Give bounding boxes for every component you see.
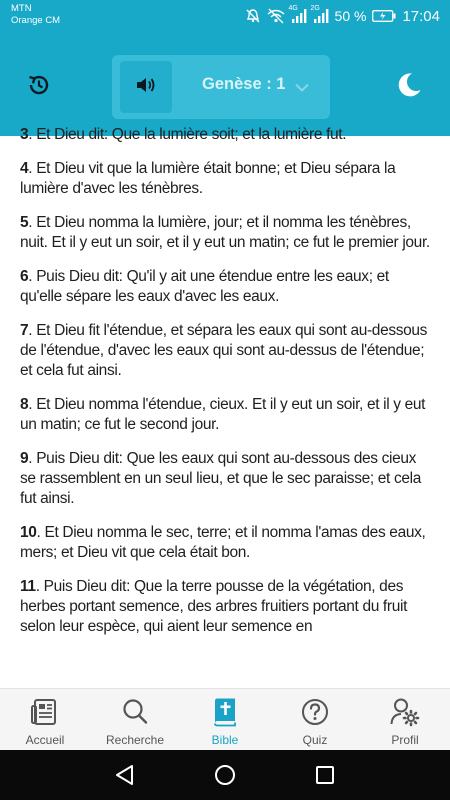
verse-6[interactable] (20, 267, 430, 307)
status-bar (0, 0, 450, 34)
verse-text: . Et Dieu nomma le sec, terre; et il nomma l'amas des eaux, mers; et Dieu vit que cela était bon. (20, 524, 426, 561)
system-navigation-bar (0, 750, 450, 800)
nav-label: Recherche (105, 733, 165, 747)
dark-mode-button[interactable] (390, 68, 428, 106)
nav-label: Bible (211, 733, 239, 747)
home-icon[interactable] (214, 764, 236, 786)
verse-number: 8 (20, 396, 29, 413)
verse-list (20, 125, 430, 651)
signal-label-4g: 4G (288, 5, 298, 12)
verse-7[interactable] (20, 321, 430, 381)
nav-recherche[interactable] (90, 689, 180, 751)
verse-11[interactable] (20, 577, 430, 637)
verse-text: . Puis Dieu dit: Que les eaux qui sont au-dessous des cieux se rassemblent en un seul lieu, et que le sec paraisse; et cela fut ainsi. (20, 450, 421, 507)
nav-quiz[interactable] (270, 689, 360, 751)
recents-icon[interactable] (314, 764, 336, 786)
carrier-primary: MTN (11, 3, 32, 14)
verse-number: 3 (20, 126, 29, 143)
verse-text: . Et Dieu nomma l'étendue, cieux. Et il y eut un soir, et il y eut un matin; ce fut le second jour. (20, 396, 426, 433)
book-chapter-label: Genèse : 1 (202, 75, 286, 93)
verse-number: 10 (20, 524, 37, 541)
nav-accueil[interactable] (0, 689, 90, 751)
verse-number: 7 (20, 322, 29, 339)
carrier-secondary: Orange CM (11, 15, 61, 26)
nav-label: Profil (391, 733, 419, 747)
history-icon (26, 72, 52, 103)
clock: 17:04 (402, 7, 440, 25)
status-icons (245, 6, 440, 26)
nav-profil[interactable] (360, 689, 450, 751)
verse-text: . Puis Dieu dit: Que la terre pousse de la végétation, des herbes portant semence, des arbres fruitiers portant du fruit selon leur espèce, qui aient leur semence en (20, 578, 408, 635)
verse-8[interactable] (20, 395, 430, 435)
nav-bible[interactable] (180, 689, 270, 751)
verse-4[interactable] (20, 159, 430, 199)
user-settings-icon (390, 697, 420, 732)
verse-number: 5 (20, 214, 29, 231)
help-circle-icon (301, 697, 329, 732)
chevron-down-icon (295, 80, 309, 98)
signal-2g-icon (310, 5, 329, 23)
battery-icon (372, 10, 396, 22)
battery-percent: 50 % (334, 8, 367, 24)
book-chapter-selector[interactable] (112, 55, 330, 119)
verse-text: . Et Dieu fit l'étendue, et sépara les eaux qui sont au-dessous de l'étendue, d'avec les eaux qui sont au-dessus de l'étendue; et cela fut ainsi. (20, 322, 428, 379)
speaker-icon (135, 75, 157, 100)
signal-4g-icon (288, 5, 307, 23)
mute-icon (245, 8, 261, 24)
signal-label-2g: 2G (310, 5, 320, 12)
history-button[interactable] (20, 68, 58, 106)
back-icon[interactable] (114, 764, 136, 786)
audio-button[interactable] (120, 61, 172, 113)
verse-text: . Et Dieu vit que la lumière était bonne; et Dieu sépara la lumière d'avec les ténèbres. (20, 160, 396, 197)
wifi-off-icon (267, 8, 285, 24)
bible-icon (211, 697, 239, 732)
app-bar (0, 34, 450, 136)
nav-label: Accueil (25, 733, 65, 747)
newspaper-icon (31, 697, 59, 732)
verse-text: . Puis Dieu dit: Qu'il y ait une étendue entre les eaux; et qu'elle sépare les eaux d'avec les eaux. (20, 268, 389, 305)
bottom-navigation (0, 688, 450, 751)
verse-text: . Et Dieu dit: Que la lumière soit; et la lumière fut. (28, 126, 347, 143)
search-icon (121, 697, 149, 732)
verse-number: 6 (20, 268, 29, 285)
verse-number: 9 (20, 450, 29, 467)
verse-3[interactable] (20, 125, 430, 145)
verse-number: 11 (20, 578, 36, 595)
chapter-reader[interactable] (0, 126, 450, 688)
nav-label: Quiz (302, 733, 328, 747)
verse-text: . Et Dieu nomma la lumière, jour; et il nomma les ténèbres, nuit. Et il y eut un soir, et il y eut un matin; ce fut le premier jour. (20, 214, 430, 251)
verse-9[interactable] (20, 449, 430, 509)
verse-10[interactable] (20, 523, 430, 563)
verse-number: 4 (20, 160, 29, 177)
moon-icon (395, 71, 423, 104)
verse-5[interactable] (20, 213, 430, 253)
